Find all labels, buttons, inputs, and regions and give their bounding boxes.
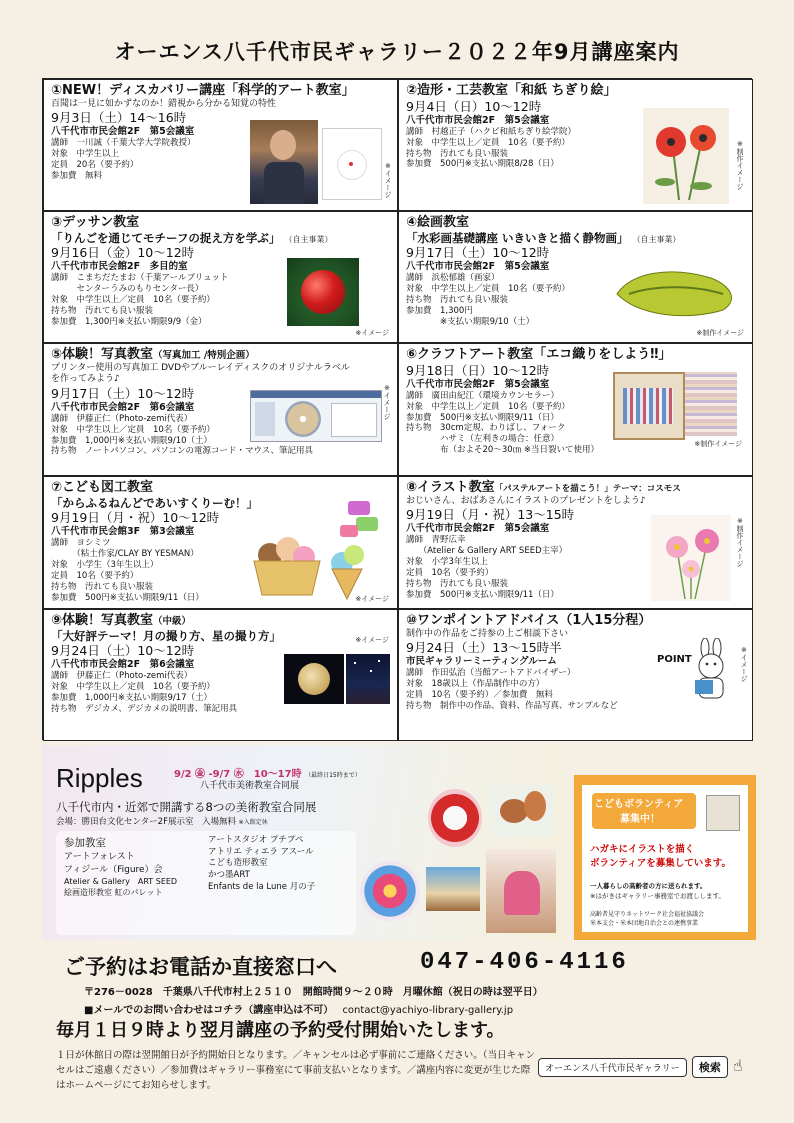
course-info-line: 布（およそ20～30㎝ ※当日裂いて使用） — [406, 445, 599, 456]
course-3 — [43, 211, 398, 343]
course-info-line: 講師 作田弘治（当館アートアドバイザー） — [406, 668, 576, 679]
course-place: 八千代市市民会館2F 第5会議室 — [406, 261, 550, 273]
chigirie-image — [643, 108, 729, 204]
course-info-line: （Atelier & Gallery ART SEED主宰） — [406, 546, 568, 557]
course-info-line: 対象 中学生以上／定員 10名（要予約） — [51, 424, 215, 435]
course-place: 市民ギャラリーミーティングルーム — [406, 656, 557, 668]
ice-cream-icon — [230, 497, 386, 603]
search-widget — [538, 1056, 743, 1078]
course-date: 9月19日（月・祝）10～12時 — [51, 510, 220, 526]
course-info-line: 持ち物 汚れても良い服装 — [406, 148, 509, 159]
lecturer-photo — [250, 120, 318, 204]
course-7 — [43, 476, 398, 609]
member-item: アトリエ ティエラ アスール — [208, 846, 314, 857]
course-8 — [398, 476, 753, 609]
course-info-line: 持ち物 汚れても良い服装 — [406, 295, 509, 306]
disc-label-icon — [285, 401, 321, 437]
course-title: ⑩ワンポイントアドバイス（1人15分程） — [406, 613, 652, 628]
volunteer-footnote: 高齢者見守りネットワーク社会福祉協議会 — [590, 911, 705, 918]
course-info-line: 講師 村越正子（ハクビ和紙ちぎり絵学院） — [406, 126, 577, 137]
members-title: 参加教室 — [64, 837, 106, 849]
image-note: ※制作イメージ — [735, 517, 744, 567]
course-5 — [43, 343, 398, 476]
search-box[interactable]: オーエンス八千代市民ギャラリー — [538, 1058, 687, 1077]
member-item: Enfants de la Lune 月の子 — [208, 881, 316, 892]
course-info-line: 講師 廣田由紀江（環境カウンセラー） — [406, 390, 560, 401]
volunteer-body: 一人暮らしの高齢者の方に送られます。 — [590, 882, 707, 890]
gourd-painting — [611, 264, 741, 324]
course-info-line: （粘土作家/CLAY BY YESMAN） — [51, 549, 199, 560]
course-date: 9月24日（土）10～12時 — [51, 643, 195, 659]
course-info-line: 持ち物 デジカメ、デジカメの説明書、筆記用具 — [51, 704, 238, 715]
course-4 — [398, 211, 753, 343]
course-info-line: 持ち物 制作中の作品、資料、作品写真、サンプルなど — [406, 700, 618, 711]
still-life-artwork — [486, 849, 556, 933]
image-note: ※イメージ — [383, 162, 392, 198]
course-date: 9月4日（日）10～12時 — [406, 98, 542, 114]
course-info-line: 参加費 500円※支払い期限8/28（日） — [406, 159, 559, 170]
course-info-line: 持ち物 汚れても良い服装 — [406, 578, 509, 589]
postcard-icon — [706, 795, 740, 831]
course-info-line: 対象 小学3年生以上 — [406, 557, 488, 568]
course-info-line: 定員 10名（要予約） — [51, 571, 139, 582]
member-list — [56, 831, 356, 935]
course-info-line: 定員 10名（要予約）／参加費 無料 — [406, 690, 553, 701]
course-place: 八千代市市民会館2F 第5会議室 — [406, 378, 550, 390]
course-info-line: 参加費 500円※支払い期限9/11（日） — [51, 592, 204, 603]
course-info-line: 対象 中学生以上／定員 10名（要予約） — [406, 401, 570, 412]
member-item: かつ墨ART — [208, 870, 250, 881]
contact-headline: ご予約はお電話か直接窓口へ — [64, 955, 337, 979]
point-label: POINT — [657, 654, 692, 665]
course-info-line: 参加費 1,000円※支払い期限9/17（土） — [51, 693, 213, 704]
course-date: 9月3日（土）14～16時 — [51, 110, 187, 126]
course-place: 八千代市市民会館2F 多目的室 — [51, 261, 188, 273]
course-info-line: 対象 中学生以上／定員 10名（要予約） — [406, 284, 570, 295]
course-place: 八千代市市民会館2F 第6会議室 — [51, 659, 195, 671]
course-subtitle: 「大好評テーマ！月の撮り方、星の撮り方」 — [51, 628, 281, 643]
search-button[interactable]: 検索 — [692, 1056, 728, 1078]
rabbit-illustration — [657, 638, 737, 702]
course-info-line: 講師 伊藤正仁（Photo-zemi代表） — [51, 413, 193, 424]
software-screenshot — [250, 390, 382, 442]
course-info-line: センターうみのもりセンター長） — [51, 284, 204, 295]
course-info-line: 講師 一川誠（千葉大学大学院教授） — [51, 138, 196, 149]
page-title: オーエンス八千代市民ギャラリー２０２２年9月講座案内 — [114, 40, 680, 64]
course-subtitle: 「からふるねんどであいすくりーむ！」 — [51, 495, 258, 510]
course-info-line: 対象 小学生（3年生以上） — [51, 560, 159, 571]
reservation-text: １日が休館日の際は翌開館日が予約開始日となります。／キャンセルは必ず事前にご連絡ください。（当日キャンセルはご遠慮ください）／参加費はギャラリー事務室にて事前支払いとなります。／講座内容に変更が生じた際はホームページにてお知らせします。 — [56, 1050, 535, 1092]
ripples-headline: 八千代市内・近郊で開講する8つの美術教室合同展 — [56, 800, 317, 814]
course-info-line: 持ち物 30cm定規、わりばし、フォーク — [406, 423, 566, 434]
member-item: 絵画造形教室 虹のパレット — [64, 888, 163, 898]
reservation-notice — [56, 1016, 746, 1094]
illusion-image — [322, 128, 382, 200]
member-item: こども造形教室 — [208, 858, 268, 869]
ripples-dates-note: （最終日15時まで） — [305, 772, 361, 779]
course-info-line: 参加費 1,300円 — [406, 306, 473, 317]
ripples-name: Ripples — [56, 763, 143, 793]
image-note: ※イメージ — [739, 646, 748, 682]
course-place: 八千代市市民会館3F 第3会議室 — [51, 526, 195, 538]
course-subtitle: 「水彩画基礎講座 いきいきと描く静物画」 — [406, 230, 629, 245]
course-info-line: 定員 20名（要予約） — [51, 160, 139, 171]
moon-icon — [298, 663, 330, 695]
course-10 — [398, 609, 753, 741]
image-note: ※イメージ — [355, 636, 389, 644]
course-title: ⑨体験！写真教室 — [51, 613, 154, 628]
course-info-line: 対象 中学生以上 — [51, 149, 120, 160]
member-item: Atelier & Gallery ART SEED — [64, 877, 178, 887]
course-title: ②造形・工芸教室「和紙 ちぎり絵」 — [406, 83, 617, 98]
weaving-loom-image — [613, 372, 685, 440]
clay-icecream-image — [230, 497, 386, 603]
image-note: ※イメージ — [382, 384, 391, 420]
course-subtitle: 「りんごを通じてモチーフの捉え方を学ぶ」 — [51, 230, 281, 245]
course-info-line: 持ち物 ノートパソコン、パソコンの電源コード・マウス、筆記用具 — [51, 446, 314, 457]
poppy-flower-icon — [643, 108, 729, 204]
volunteer-box — [574, 775, 756, 940]
course-date: 9月24日（土）13～15時半 — [406, 640, 562, 656]
course-info-line: 参加費 無料 — [51, 170, 103, 181]
image-note: ※制作イメージ — [735, 140, 744, 190]
volunteer-body: ※はがきはギャラリー事務室でお渡しします。 — [590, 892, 725, 900]
member-item: フィジール（Figure）会 — [64, 864, 163, 875]
ripples-venue: 会場：勝田台文化センター2F展示室 入場無料 — [56, 817, 236, 827]
image-note: ※イメージ — [355, 329, 389, 338]
course-info-line: 講師 浜松郁雄（画家） — [406, 273, 500, 284]
course-info-line: ハサミ（左利きの場合：任意） — [406, 434, 560, 445]
night-sky-photo — [346, 654, 390, 704]
course-title: ①NEW！ディスカバリー講座「科学的アート教室」 — [51, 83, 355, 98]
course-subtitle: 百聞は一見に如かずなのか！錯視から分かる知覚の特性 — [51, 98, 277, 109]
course-place: 八千代市市民会館2F 第5会議室 — [406, 114, 550, 126]
woven-cloth-image — [685, 372, 737, 436]
course-tag: 「パステルアートを描こう！」テーマ：コスモス — [494, 484, 681, 494]
course-tag: （自主事業） — [632, 234, 681, 244]
course-title: ④絵画教室 — [406, 215, 470, 230]
reservation-headline: 毎月１日９時より翌月講座の予約受付開始いたします。 — [56, 1020, 505, 1041]
course-title: ⑦こども図工教室 — [51, 480, 154, 495]
image-note: ※イメージ — [355, 595, 389, 604]
santa-artwork — [428, 789, 482, 847]
course-info-line: 参加費 1,300円※支払い期限9/9（金） — [51, 316, 207, 327]
course-info-line: 講師 伊藤正仁（Photo-zemi代表） — [51, 671, 193, 682]
course-place: 八千代市市民会館2F 第6会議室 — [51, 401, 195, 413]
member-item: アートフォレスト — [64, 852, 135, 862]
course-date: 9月16日（金）10～12時 — [51, 245, 195, 261]
hand-cursor-icon: ☝ — [732, 1056, 743, 1075]
rabbit-icon — [657, 638, 737, 702]
apple-icon — [301, 270, 345, 314]
ripples-venue-note: ※入館定休 — [238, 819, 268, 826]
moon-photo — [284, 654, 344, 704]
course-info-line: 参加費 500円※支払い期限9/11（日） — [406, 412, 559, 423]
course-place: 八千代市市民会館2F 第5会議室 — [51, 126, 195, 138]
course-date: 9月18日（日）10～12時 — [406, 362, 550, 378]
course-info-line: 定員 10名（要予約） — [406, 567, 494, 578]
course-place: 八千代市市民会館2F 第5会議室 — [406, 523, 550, 535]
cosmos-pastel-image — [651, 515, 731, 601]
course-grid — [42, 78, 752, 740]
course-date: 9月19日（月・祝）13～15時 — [406, 507, 575, 523]
course-2 — [398, 79, 753, 211]
flower-bouquet-artwork — [360, 861, 420, 921]
course-6 — [398, 343, 753, 476]
course-info-line: 参加費 1,000円※支払い期限9/10（土） — [51, 435, 213, 446]
volunteer-footnote: 米本支会・米本団地自治会との連携事業 — [590, 920, 699, 927]
course-info-line: 対象 中学生以上／定員 10名（要予約） — [51, 682, 215, 693]
course-title: ⑤体験！写真教室 — [51, 347, 154, 362]
ripples-exhibition-banner — [42, 745, 562, 940]
course-info-line: 対象 中学生以上／定員 10名（要予約） — [406, 137, 570, 148]
course-info-line: 参加費 500円※支払い期限9/11（日） — [406, 589, 559, 600]
course-tag: （中級） — [153, 616, 192, 627]
email-link[interactable]: contact@yachiyo-library-gallery.jp — [342, 1005, 514, 1016]
course-info-line: 講師 こまちだたまお（千葉アールブリュット — [51, 273, 229, 284]
phone-number[interactable]: 047-406-4116 — [420, 949, 629, 976]
mail-label: ■メールでのお問い合わせはコチラ（講座申込は不可） — [84, 1005, 334, 1016]
member-item: アートスタジオ プチプペ — [208, 835, 304, 845]
course-info-line: 対象 中学生以上／定員 10名（要予約） — [51, 295, 215, 306]
volunteer-heading: こどもボランティア — [594, 799, 684, 810]
course-info-line: 持ち物 汚れても良い服装 — [51, 306, 154, 317]
volunteer-body: ボランティアを募集しています。 — [590, 858, 731, 869]
squirrel-artwork — [490, 785, 554, 837]
volunteer-heading-sub: 募集中！ — [620, 814, 660, 825]
course-info-line: 講師 ヨシミツ — [51, 538, 111, 549]
ripples-dates: 9/2 ㊎ -9/7 ㊌ 10～17時 — [174, 769, 302, 780]
course-subtitle: 制作中の作品をご持参の上ご相談下さい — [406, 628, 569, 639]
course-info-line: 持ち物 汚れても良い服装 — [51, 581, 154, 592]
cosmos-flower-icon — [651, 515, 731, 601]
course-subtitle: プリンター使用の写真加工 DVDやブルーレイディスクのオリジナルラベルを作ってみよう♪ — [51, 362, 350, 385]
course-title: ⑥クラフトアート教室「エコ織りをしよう‼」 — [406, 347, 672, 362]
course-info-line: ※支払い期限9/10（土） — [406, 316, 535, 327]
course-info-line: 講師 青野広幸 — [406, 535, 466, 546]
course-info-line: 対象 18歳以上（作品制作中の方） — [406, 679, 545, 690]
course-tag: （写真加工 /特別企画） — [153, 350, 255, 361]
course-subtitle: おじいさん、おばあさんにイラストのプレゼントをしよう♪ — [406, 495, 646, 506]
course-1 — [43, 79, 398, 211]
ripples-org: 八千代市美術教室合同展 — [200, 781, 300, 791]
course-title: ⑧イラスト教室 — [406, 480, 495, 495]
course-9 — [43, 609, 398, 741]
address: 〒276－0028 千葉県八千代市村上２５１０ 開館時間９～２０時 月曜休館（祝日の時は翌平日） — [84, 987, 543, 998]
image-note: ※制作イメージ — [696, 329, 744, 338]
image-note: ※制作イメージ — [694, 440, 742, 448]
course-tag: （自主事業） — [284, 234, 333, 244]
course-title: ③デッサン教室 — [51, 215, 140, 230]
apple-image — [287, 258, 359, 326]
bitter-gourd-icon — [611, 264, 741, 324]
course-date: 9月17日（土）10～12時 — [51, 385, 195, 401]
course-date: 9月17日（土）10～12時 — [406, 245, 550, 261]
volunteer-body: ハガキにイラストを描く — [590, 844, 695, 855]
cabin-artwork — [426, 867, 480, 911]
